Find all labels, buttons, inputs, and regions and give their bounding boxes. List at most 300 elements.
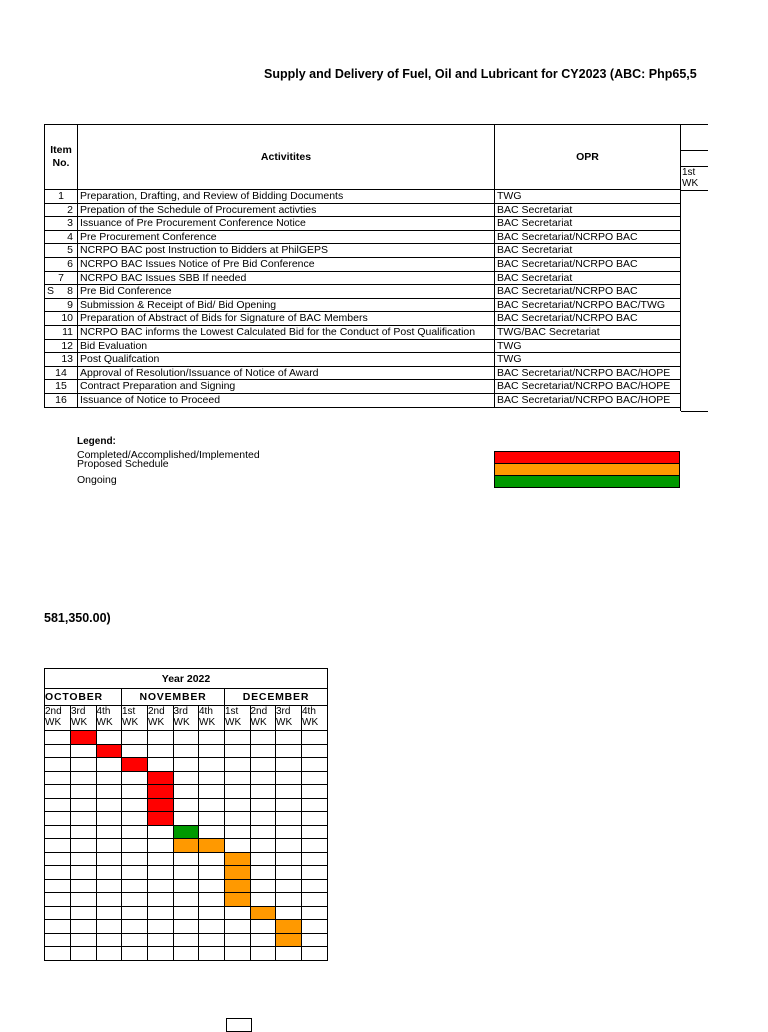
item-number-text: 3 bbox=[67, 217, 73, 230]
item-number bbox=[45, 203, 78, 217]
schedule-cell bbox=[148, 825, 174, 839]
schedule-cell bbox=[199, 758, 225, 772]
schedule-cell bbox=[276, 744, 302, 758]
opr-cell: TWG bbox=[495, 339, 681, 353]
schedule-row bbox=[45, 839, 328, 853]
schedule-cell bbox=[276, 879, 302, 893]
item-number bbox=[45, 380, 78, 394]
schedule-cell bbox=[71, 879, 97, 893]
schedule-cell bbox=[122, 812, 148, 826]
schedule-cell bbox=[276, 731, 302, 745]
schedule-cell bbox=[276, 839, 302, 853]
schedule-cell bbox=[225, 839, 251, 853]
schedule-cell-red bbox=[148, 785, 174, 799]
activity-row bbox=[45, 257, 681, 271]
schedule-cell bbox=[225, 906, 251, 920]
schedule-cell bbox=[276, 812, 302, 826]
schedule-cell bbox=[302, 920, 328, 934]
schedule-cell bbox=[96, 839, 122, 853]
schedule-cell bbox=[96, 879, 122, 893]
schedule-cell bbox=[173, 771, 199, 785]
item-number bbox=[45, 339, 78, 353]
schedule-cell bbox=[225, 920, 251, 934]
schedule-cell bbox=[276, 798, 302, 812]
schedule-cell bbox=[276, 852, 302, 866]
schedule-cell bbox=[302, 933, 328, 947]
schedule-cell bbox=[302, 812, 328, 826]
schedule-cell bbox=[45, 798, 71, 812]
item-number bbox=[45, 325, 78, 339]
schedule-cell bbox=[148, 758, 174, 772]
schedule-row bbox=[45, 825, 328, 839]
schedule-cell bbox=[45, 879, 71, 893]
schedule-cell-orange bbox=[225, 852, 251, 866]
page-title: Supply and Delivery of Fuel, Oil and Lubricant for CY2023 (ABC: Php65,5 bbox=[264, 67, 697, 81]
schedule-cell bbox=[199, 812, 225, 826]
schedule-cell bbox=[250, 785, 276, 799]
schedule-cell-green bbox=[173, 825, 199, 839]
schedule-cell bbox=[225, 947, 251, 961]
schedule-cell bbox=[173, 906, 199, 920]
item-number bbox=[45, 217, 78, 231]
schedule-cell bbox=[225, 758, 251, 772]
schedule-row bbox=[45, 906, 328, 920]
schedule-cell bbox=[302, 893, 328, 907]
activity-row bbox=[45, 230, 681, 244]
title-continuation: 581,350.00) bbox=[44, 611, 111, 625]
schedule-cell bbox=[225, 771, 251, 785]
schedule-cell bbox=[96, 866, 122, 880]
schedule-cell bbox=[250, 825, 276, 839]
schedule-cell bbox=[45, 852, 71, 866]
schedule-cell bbox=[122, 933, 148, 947]
schedule-cell bbox=[45, 839, 71, 853]
activity-cell: Contract Preparation and Signing bbox=[78, 380, 495, 394]
schedule-cell bbox=[199, 825, 225, 839]
schedule-cell bbox=[173, 758, 199, 772]
schedule-cell bbox=[71, 825, 97, 839]
schedule-cell bbox=[71, 933, 97, 947]
activity-row bbox=[45, 393, 681, 407]
item-number bbox=[45, 353, 78, 367]
opr-header: OPR bbox=[495, 125, 681, 190]
month-december: DECEMBER bbox=[225, 689, 328, 706]
schedule-cell bbox=[45, 812, 71, 826]
item-number-text: 5 bbox=[67, 244, 73, 257]
activity-cell: Preparation of Abstract of Bids for Signature of BAC Members bbox=[78, 312, 495, 326]
item-number-text: 12 bbox=[61, 339, 73, 352]
schedule-cell bbox=[71, 893, 97, 907]
schedule-cell bbox=[45, 825, 71, 839]
schedule-cell bbox=[225, 798, 251, 812]
week-header: 2nd WK bbox=[250, 706, 276, 731]
schedule-cell bbox=[173, 785, 199, 799]
schedule-cell bbox=[250, 893, 276, 907]
schedule-cell bbox=[199, 744, 225, 758]
opr-cell: BAC Secretariat bbox=[495, 203, 681, 217]
item-number bbox=[45, 244, 78, 258]
item-number-text: 16 bbox=[55, 393, 67, 406]
legend-heading: Legend: bbox=[77, 436, 116, 447]
schedule-cell bbox=[148, 893, 174, 907]
item-number-text: 8 bbox=[67, 285, 73, 298]
schedule-cell bbox=[276, 906, 302, 920]
schedule-cell bbox=[96, 852, 122, 866]
schedule-row bbox=[45, 744, 328, 758]
activity-row bbox=[45, 285, 681, 299]
legend-label-completed: Completed/Accomplished/Implemented bbox=[77, 448, 260, 461]
item-number-text: 7 bbox=[58, 271, 64, 284]
schedule-cell bbox=[173, 744, 199, 758]
legend-swatch-ongoing bbox=[494, 475, 680, 488]
schedule-row bbox=[45, 785, 328, 799]
schedule-cell bbox=[71, 852, 97, 866]
activities-table bbox=[44, 124, 681, 408]
schedule-cell bbox=[148, 731, 174, 745]
schedule-cell bbox=[71, 744, 97, 758]
schedule-cell bbox=[173, 812, 199, 826]
schedule-row bbox=[45, 758, 328, 772]
schedule-cell bbox=[96, 893, 122, 907]
activity-cell: Issuance of Notice to Proceed bbox=[78, 393, 495, 407]
week-header: 3rd WK bbox=[71, 706, 97, 731]
schedule-cell bbox=[199, 852, 225, 866]
item-number bbox=[45, 257, 78, 271]
activity-cell: Approval of Resolution/Issuance of Notice of Award bbox=[78, 366, 495, 380]
schedule-cell bbox=[199, 731, 225, 745]
schedule-cell bbox=[276, 825, 302, 839]
item-prefix: S bbox=[47, 285, 55, 298]
activity-row bbox=[45, 380, 681, 394]
schedule-cell bbox=[71, 771, 97, 785]
schedule-cell bbox=[173, 893, 199, 907]
schedule-cell bbox=[250, 839, 276, 853]
schedule-cell bbox=[199, 785, 225, 799]
schedule-cell bbox=[71, 812, 97, 826]
schedule-cell bbox=[250, 758, 276, 772]
week-header: 3rd WK bbox=[173, 706, 199, 731]
schedule-cell bbox=[199, 906, 225, 920]
schedule-cell bbox=[173, 920, 199, 934]
month-october: OCTOBER bbox=[45, 689, 122, 706]
schedule-cell-orange bbox=[173, 839, 199, 853]
opr-cell: BAC Secretariat bbox=[495, 217, 681, 231]
schedule-cell bbox=[45, 771, 71, 785]
schedule-row bbox=[45, 879, 328, 893]
item-number bbox=[45, 271, 78, 285]
schedule-cell bbox=[302, 758, 328, 772]
schedule-cell-red bbox=[71, 731, 97, 745]
schedule-row bbox=[45, 933, 328, 947]
activity-row bbox=[45, 353, 681, 367]
item-number-text: 11 bbox=[62, 325, 73, 338]
schedule-cell bbox=[96, 933, 122, 947]
activity-row bbox=[45, 339, 681, 353]
schedule-cell bbox=[96, 825, 122, 839]
item-number-text: 1 bbox=[58, 190, 64, 202]
schedule-cell bbox=[71, 785, 97, 799]
schedule-cell bbox=[276, 758, 302, 772]
schedule-cell bbox=[302, 906, 328, 920]
schedule-cell bbox=[45, 947, 71, 961]
schedule-cell-red bbox=[148, 812, 174, 826]
schedule-cell bbox=[173, 933, 199, 947]
item-number-text: 15 bbox=[55, 380, 67, 393]
schedule-cell bbox=[148, 852, 174, 866]
activity-cell: NCRPO BAC Issues SBB If needed bbox=[78, 271, 495, 285]
schedule-cell bbox=[225, 825, 251, 839]
legend-label-proposed: Proposed Schedule bbox=[77, 458, 169, 470]
schedule-cell bbox=[173, 731, 199, 745]
opr-cell: BAC Secretariat/NCRPO BAC bbox=[495, 230, 681, 244]
schedule-row bbox=[45, 771, 328, 785]
schedule-grid bbox=[44, 668, 328, 961]
schedule-cell bbox=[199, 866, 225, 880]
schedule-cell bbox=[96, 771, 122, 785]
schedule-cell bbox=[250, 947, 276, 961]
schedule-cell bbox=[302, 744, 328, 758]
activity-row bbox=[45, 203, 681, 217]
schedule-cell bbox=[96, 920, 122, 934]
activity-row bbox=[45, 244, 681, 258]
schedule-cell bbox=[173, 947, 199, 961]
schedule-cell bbox=[250, 771, 276, 785]
opr-cell: BAC Secretariat/NCRPO BAC/HOPE bbox=[495, 380, 681, 394]
item-number-text: 14 bbox=[55, 366, 67, 379]
schedule-cell bbox=[173, 879, 199, 893]
schedule-cell bbox=[122, 785, 148, 799]
schedule-cell bbox=[96, 785, 122, 799]
activity-cell: Submission & Receipt of Bid/ Bid Opening bbox=[78, 298, 495, 312]
schedule-cell bbox=[302, 825, 328, 839]
item-number-text: 10 bbox=[61, 312, 73, 325]
schedule-cell bbox=[45, 758, 71, 772]
schedule-cell bbox=[250, 866, 276, 880]
schedule-cell bbox=[302, 798, 328, 812]
schedule-cell-orange bbox=[225, 893, 251, 907]
schedule-cell bbox=[122, 893, 148, 907]
schedule-cell bbox=[122, 744, 148, 758]
schedule-cell bbox=[276, 947, 302, 961]
schedule-cell-orange bbox=[250, 906, 276, 920]
activity-row bbox=[45, 325, 681, 339]
item-number bbox=[45, 393, 78, 407]
activity-cell: NCRPO BAC post Instruction to Bidders at PhilGEPS bbox=[78, 244, 495, 258]
schedule-cell bbox=[276, 866, 302, 880]
item-number bbox=[45, 312, 78, 326]
schedule-cell bbox=[96, 812, 122, 826]
activity-cell: Issuance of Pre Procurement Conference Notice bbox=[78, 217, 495, 231]
schedule-cell-orange bbox=[276, 933, 302, 947]
schedule-cell bbox=[71, 758, 97, 772]
schedule-cell-orange bbox=[276, 920, 302, 934]
schedule-cell bbox=[173, 852, 199, 866]
schedule-row bbox=[45, 947, 328, 961]
schedule-cell bbox=[199, 920, 225, 934]
item-number bbox=[45, 366, 78, 380]
schedule-cell bbox=[71, 798, 97, 812]
schedule-cell-orange bbox=[225, 866, 251, 880]
schedule-cell bbox=[45, 893, 71, 907]
schedule-cell bbox=[122, 920, 148, 934]
year-header: Year 2022 bbox=[45, 669, 328, 689]
schedule-cell bbox=[225, 731, 251, 745]
week-header: 2nd WK bbox=[45, 706, 71, 731]
item-number-text: 4 bbox=[67, 230, 73, 243]
schedule-cell bbox=[148, 906, 174, 920]
item-number-text: 6 bbox=[67, 257, 73, 270]
item-number-text: 9 bbox=[67, 298, 73, 311]
schedule-row bbox=[45, 893, 328, 907]
schedule-cell bbox=[148, 933, 174, 947]
schedule-cell bbox=[45, 866, 71, 880]
activity-cell: Bid Evaluation bbox=[78, 339, 495, 353]
schedule-cell bbox=[45, 731, 71, 745]
activity-cell: NCRPO BAC Issues Notice of Pre Bid Conference bbox=[78, 257, 495, 271]
schedule-cell bbox=[250, 744, 276, 758]
schedule-cell bbox=[71, 866, 97, 880]
legend bbox=[77, 436, 260, 486]
schedule-cell bbox=[250, 798, 276, 812]
activity-row bbox=[45, 217, 681, 231]
item-number-text: 2 bbox=[67, 203, 73, 216]
schedule-cell bbox=[45, 920, 71, 934]
schedule-cell-red bbox=[96, 744, 122, 758]
schedule-cell bbox=[199, 893, 225, 907]
schedule-cell bbox=[122, 866, 148, 880]
schedule-cell bbox=[122, 731, 148, 745]
opr-cell: BAC Secretariat/NCRPO BAC/TWG bbox=[495, 298, 681, 312]
activity-row bbox=[45, 298, 681, 312]
schedule-cell bbox=[122, 906, 148, 920]
schedule-cell bbox=[148, 947, 174, 961]
schedule-cell bbox=[122, 839, 148, 853]
schedule-cell bbox=[45, 744, 71, 758]
schedule-cell bbox=[199, 947, 225, 961]
week-header: 2nd WK bbox=[148, 706, 174, 731]
opr-cell: BAC Secretariat bbox=[495, 271, 681, 285]
schedule-cell bbox=[45, 906, 71, 920]
schedule-cell bbox=[250, 933, 276, 947]
schedule-cell bbox=[276, 893, 302, 907]
schedule-row bbox=[45, 731, 328, 745]
schedule-cell bbox=[148, 920, 174, 934]
schedule-cell bbox=[96, 731, 122, 745]
schedule-cell bbox=[96, 798, 122, 812]
schedule-cell bbox=[148, 866, 174, 880]
schedule-cell bbox=[250, 812, 276, 826]
opr-cell: BAC Secretariat/NCRPO BAC bbox=[495, 257, 681, 271]
schedule-cell bbox=[199, 798, 225, 812]
schedule-cell bbox=[225, 744, 251, 758]
schedule-cell bbox=[302, 947, 328, 961]
schedule-cell bbox=[122, 852, 148, 866]
schedule-cell bbox=[199, 771, 225, 785]
schedule-cell bbox=[96, 906, 122, 920]
activity-row bbox=[45, 271, 681, 285]
activity-cell: Pre Procurement Conference bbox=[78, 230, 495, 244]
week-header: 4th WK bbox=[302, 706, 328, 731]
schedule-row bbox=[45, 920, 328, 934]
schedule-cell bbox=[71, 920, 97, 934]
opr-cell: BAC Secretariat/NCRPO BAC/HOPE bbox=[495, 393, 681, 407]
schedule-cell bbox=[250, 852, 276, 866]
opr-cell: TWG/BAC Secretariat bbox=[495, 325, 681, 339]
schedule-cell bbox=[148, 744, 174, 758]
schedule-cell bbox=[45, 785, 71, 799]
activity-cell: Post Qualifcation bbox=[78, 353, 495, 367]
week-header: 4th WK bbox=[199, 706, 225, 731]
schedule-cell-red bbox=[122, 758, 148, 772]
item-number bbox=[45, 230, 78, 244]
month-november: NOVEMBER bbox=[122, 689, 225, 706]
schedule-cell bbox=[250, 879, 276, 893]
schedule-cell bbox=[302, 771, 328, 785]
schedule-cell-orange bbox=[225, 879, 251, 893]
opr-cell: BAC Secretariat/NCRPO BAC bbox=[495, 312, 681, 326]
schedule-cell bbox=[302, 785, 328, 799]
schedule-cell-red bbox=[148, 771, 174, 785]
footer-box bbox=[226, 1018, 252, 1032]
schedule-cell bbox=[96, 947, 122, 961]
activity-row bbox=[45, 312, 681, 326]
schedule-cell bbox=[71, 839, 97, 853]
schedule-cell bbox=[250, 731, 276, 745]
opr-cell: BAC Secretariat/NCRPO BAC bbox=[495, 285, 681, 299]
schedule-cell bbox=[122, 947, 148, 961]
opr-cell: TWG bbox=[495, 353, 681, 367]
week-header: 3rd WK bbox=[276, 706, 302, 731]
activity-cell: Prepation of the Schedule of Procurement activties bbox=[78, 203, 495, 217]
schedule-cell bbox=[225, 933, 251, 947]
week-header: 1st WK bbox=[225, 706, 251, 731]
schedule-cell bbox=[173, 866, 199, 880]
activity-row bbox=[45, 190, 681, 204]
week-label: 1st WK bbox=[682, 167, 699, 189]
schedule-cell bbox=[71, 947, 97, 961]
schedule-cell bbox=[225, 812, 251, 826]
schedule-cell bbox=[225, 785, 251, 799]
opr-cell: TWG bbox=[495, 190, 681, 204]
schedule-cell-red bbox=[148, 798, 174, 812]
schedule-cell bbox=[71, 906, 97, 920]
schedule-row bbox=[45, 812, 328, 826]
activity-cell: Pre Bid Conference bbox=[78, 285, 495, 299]
item-number bbox=[45, 285, 78, 299]
schedule-cell-orange bbox=[199, 839, 225, 853]
schedule-cell bbox=[45, 933, 71, 947]
item-number bbox=[45, 298, 78, 312]
activities-header: Activitites bbox=[78, 125, 495, 190]
calendar-header-fragment bbox=[680, 124, 708, 411]
week-header: 4th WK bbox=[96, 706, 122, 731]
week-header: 1st WK bbox=[122, 706, 148, 731]
schedule-row bbox=[45, 852, 328, 866]
schedule-cell bbox=[250, 920, 276, 934]
schedule-cell bbox=[276, 771, 302, 785]
schedule-cell bbox=[276, 785, 302, 799]
schedule-cell bbox=[302, 879, 328, 893]
schedule-cell bbox=[173, 798, 199, 812]
schedule-cell bbox=[302, 731, 328, 745]
schedule-cell bbox=[122, 771, 148, 785]
legend-label-ongoing: Ongoing bbox=[77, 473, 117, 486]
schedule-cell bbox=[148, 839, 174, 853]
schedule-cell bbox=[122, 798, 148, 812]
schedule-cell bbox=[302, 839, 328, 853]
activity-row bbox=[45, 366, 681, 380]
schedule-row bbox=[45, 866, 328, 880]
